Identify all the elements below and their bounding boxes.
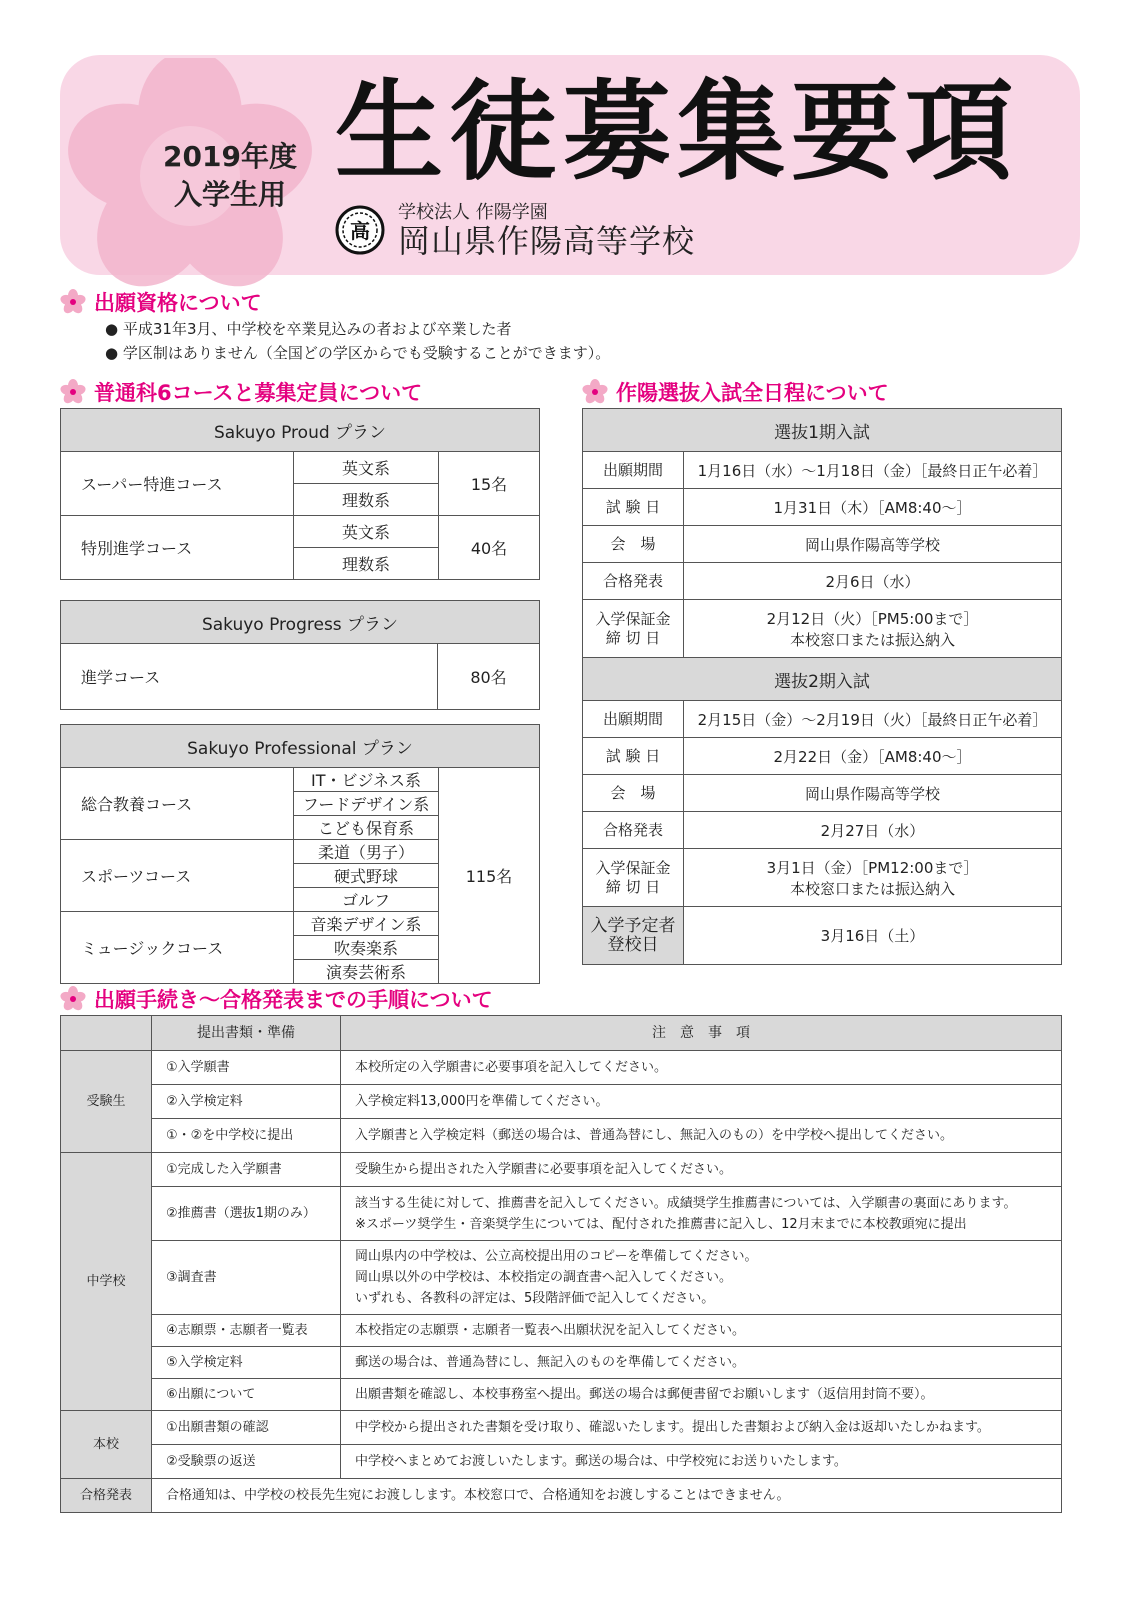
schedule-value: 2月22日（金）［AM8:40～］ (684, 738, 1062, 775)
note-cell: 中学校から提出された書類を受け取り、確認いたします。提出した書類および納入金は返却いたしかねます。 (341, 1411, 1062, 1445)
note-line: 該当する生徒に対して、推薦書を記入してください。成績奨学生推薦書については、入学願書の裏面にあります。 (355, 1195, 1017, 1211)
track-name: 英文系 (294, 452, 439, 484)
sakura-icon (60, 289, 86, 315)
note-cell (341, 1347, 1062, 1379)
deposit-value (684, 849, 1062, 907)
bullet-text: 学区制はありません（全国どの学区からでも受験することができます）。 (122, 344, 611, 362)
col-docs-header: 提出書類・準備 (152, 1016, 341, 1051)
track-name: 吹奏楽系 (294, 936, 439, 960)
capacity: 15名 (439, 452, 540, 516)
procedure-table (60, 1015, 1062, 1513)
plan-title: Sakuyo Proud プラン (61, 409, 540, 452)
capacity: 115名 (439, 768, 540, 984)
note-cell: 中学校へまとめてお渡しいたします。郵送の場合は、中学校宛にお送りいたします。 (341, 1445, 1062, 1479)
schedule-value: 2月6日（水） (684, 563, 1062, 600)
eligibility-bullet: ● 平成31年3月、中学校を卒業見込みの者および卒業した者 (105, 320, 512, 338)
track-name: 柔道（男子） (294, 840, 439, 864)
label-line: 登校日 (607, 934, 659, 955)
schedule-value: 岡山県作陽高等学校 (684, 775, 1062, 812)
section-title: 普通科6コースと募集定員について (94, 381, 423, 405)
doc-cell: ②入学検定料 (152, 1085, 341, 1119)
eligibility-heading (60, 287, 262, 317)
value-line: 本校窓口または振込納入 (789, 630, 955, 649)
course-name: ミュージックコース (61, 912, 294, 984)
group-school: 本校 (61, 1411, 152, 1479)
note-line: いずれも、各教科の評定は、5段階評価で記入してください。 (355, 1291, 715, 1306)
proud-plan-table (60, 408, 540, 580)
doc-cell: ⑥出願について (152, 1379, 341, 1411)
doc-cell: ②推薦書（選抜1期のみ） (152, 1187, 341, 1241)
round1-title: 選抜1期入試 (583, 409, 1062, 452)
track-name: 理数系 (294, 548, 439, 580)
doc-cell: ③調査書 (152, 1241, 341, 1315)
courses-heading (60, 377, 422, 407)
track-name: 硬式野球 (294, 864, 439, 888)
professional-plan-table (60, 724, 540, 984)
section-title: 出願手続き～合格発表までの手順について (94, 988, 493, 1012)
deposit-label (583, 849, 684, 907)
note-cell: 本校所定の入学願書に必要事項を記入してください。 (341, 1051, 1062, 1085)
schedule-value: 岡山県作陽高等学校 (684, 526, 1062, 563)
deposit-label (583, 600, 684, 658)
label-line: 締 切 日 (605, 877, 661, 896)
school-crest-icon (335, 205, 385, 255)
group-applicant: 受験生 (61, 1051, 152, 1153)
note-cell (341, 1379, 1062, 1411)
track-name: ゴルフ (294, 888, 439, 912)
schedule-label: 試 験 日 (583, 738, 684, 775)
schedule-value: 2月15日（金）～2月19日（火）［最終日正午必着］ (684, 701, 1062, 738)
deposit-value (684, 600, 1062, 658)
year-line: 2019年度 (163, 140, 297, 173)
doc-cell: ①完成した入学願書 (152, 1153, 341, 1187)
sakura-icon (582, 379, 608, 405)
note-line: 受験生から提出された入学願書に必要事項を記入してください。 (355, 1162, 733, 1177)
note-cell: 入学検定料13,000円を準備してください。 (341, 1085, 1062, 1119)
schedule-label: 合格発表 (583, 563, 684, 600)
note-cell (341, 1315, 1062, 1347)
doc-cell: ⑤入学検定料 (152, 1347, 341, 1379)
school-corporation: 学校法人 作陽学園 (398, 202, 548, 223)
track-name: フードデザイン系 (294, 792, 439, 816)
enroll-label (583, 907, 684, 965)
schedule-label: 会 場 (583, 526, 684, 563)
note-cell (341, 1153, 1062, 1187)
note-line: 岡山県内の中学校は、公立高校提出用のコピーを準備してください。 (355, 1249, 758, 1264)
capacity: 40名 (439, 516, 540, 580)
schedule-value: 1月16日（水）～1月18日（金）［最終日正午必着］ (684, 452, 1062, 489)
eligibility-bullet: ● 学区制はありません（全国どの学区からでも受験することができます）。 (105, 344, 611, 362)
schedule-label: 出願期間 (583, 701, 684, 738)
schedule-heading (582, 377, 889, 407)
result-note: 合格通知は、中学校の校長先生宛にお渡しします。本校窓口で、合格通知をお渡しすることはできません。 (152, 1479, 1062, 1513)
track-name: IT・ビジネス系 (294, 768, 439, 792)
track-name: 音楽デザイン系 (294, 912, 439, 936)
sakura-icon (60, 986, 86, 1012)
note-line: ※スポーツ奨学生・音楽奨学生については、配付された推薦書に記入し、12月末までに本校教頭宛に提出 (355, 1216, 967, 1232)
schedule-table (582, 408, 1062, 965)
section-title: 出願資格について (94, 291, 262, 315)
progress-plan-table (60, 600, 540, 710)
label-line: 入学予定者 (590, 915, 676, 936)
track-name: 演奏芸術系 (294, 960, 439, 984)
value-line: 3月1日（金）［PM12:00まで］ (766, 858, 979, 877)
doc-cell: ①出願書類の確認 (152, 1411, 341, 1445)
col-notes-header: 注 意 事 項 (341, 1016, 1062, 1051)
schedule-label: 合格発表 (583, 812, 684, 849)
bullet-text: 平成31年3月、中学校を卒業見込みの者および卒業した者 (122, 320, 512, 338)
enroll-value: 3月16日（土） (684, 907, 1062, 965)
group-result: 合格発表 (61, 1479, 152, 1513)
label-line: 入学保証金 (595, 609, 671, 628)
schedule-label: 会 場 (583, 775, 684, 812)
note-cell (341, 1187, 1062, 1241)
plan-title: Sakuyo Professional プラン (61, 725, 540, 768)
section-title: 作陽選抜入試全日程について (616, 381, 889, 405)
doc-cell: ②受験票の返送 (152, 1445, 341, 1479)
plan-title: Sakuyo Progress プラン (61, 601, 540, 644)
note-cell (341, 1241, 1062, 1315)
capacity: 80名 (438, 644, 540, 710)
schedule-value: 2月27日（水） (684, 812, 1062, 849)
note-line: 本校指定の志願票・志願者一覧表へ出願状況を記入してください。 (355, 1323, 746, 1338)
course-name: スーパー特進コース (61, 452, 294, 516)
doc-cell: ①入学願書 (152, 1051, 341, 1085)
schedule-label: 試 験 日 (583, 489, 684, 526)
school-name: 岡山県作陽高等学校 (398, 222, 696, 260)
sakura-icon (60, 379, 86, 405)
track-name: 英文系 (294, 516, 439, 548)
track-name: こども保育系 (294, 816, 439, 840)
label-line: 入学保証金 (595, 858, 671, 877)
round2-title: 選抜2期入試 (583, 658, 1062, 701)
course-name: 特別進学コース (61, 516, 294, 580)
page-title: 生徒募集要項 (335, 69, 1020, 195)
procedure-heading (60, 984, 493, 1014)
note-line: 出願書類を確認し、本校事務室へ提出。郵送の場合は郵便書留でお願いします（返信用封筒不要）。 (355, 1387, 934, 1402)
schedule-value: 1月31日（木）［AM8:40～］ (684, 489, 1062, 526)
doc-cell: ④志願票・志願者一覧表 (152, 1315, 341, 1347)
note-line: 岡山県以外の中学校は、本校指定の調査書へ記入してください。 (355, 1270, 733, 1285)
course-name: スポーツコース (61, 840, 294, 912)
schedule-label: 出願期間 (583, 452, 684, 489)
label-line: 締 切 日 (605, 628, 661, 647)
crest-char: 高 (350, 219, 370, 243)
track-name: 理数系 (294, 484, 439, 516)
note-line: 郵送の場合は、普通為替にし、無記入のものを準備してください。 (355, 1355, 746, 1370)
note-cell: 入学願書と入学検定料（郵送の場合は、普通為替にし、無記入のもの）を中学校へ提出してください。 (341, 1119, 1062, 1153)
value-line: 本校窓口または振込納入 (789, 879, 955, 898)
course-name: 進学コース (61, 644, 438, 710)
doc-cell: ①・②を中学校に提出 (152, 1119, 341, 1153)
year-label (150, 138, 310, 214)
course-name: 総合教養コース (61, 768, 294, 840)
group-junior-high: 中学校 (61, 1153, 152, 1411)
entrants-line: 入学生用 (173, 178, 286, 211)
corner-cell (61, 1016, 152, 1051)
value-line: 2月12日（火）［PM5:00まで］ (766, 609, 979, 628)
